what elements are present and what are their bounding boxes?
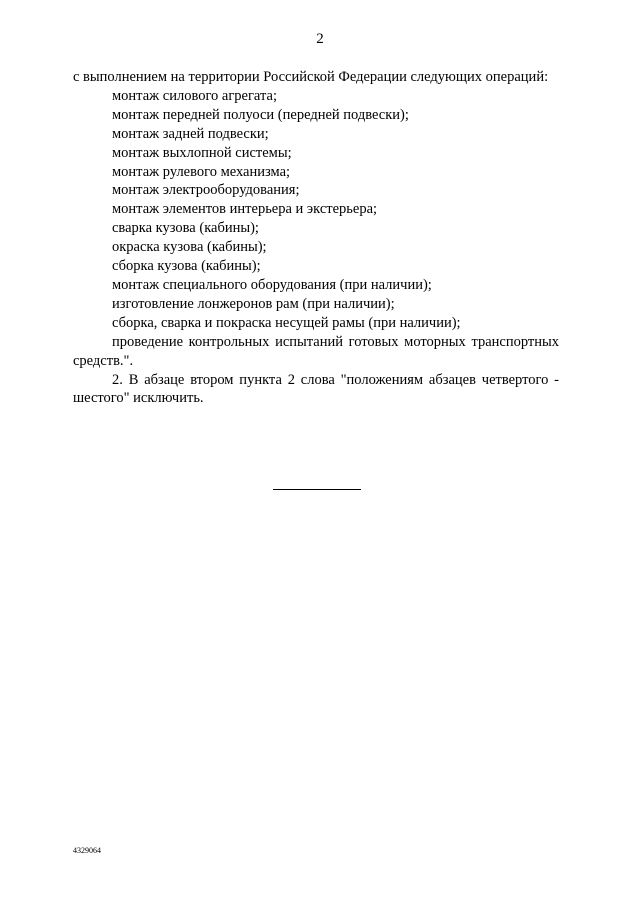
document-body <box>73 68 559 408</box>
list-item: монтаж передней полуоси (передней подвески); <box>112 106 409 123</box>
document-id: 4329064 <box>73 846 101 855</box>
list-item: монтаж элементов интерьера и экстерьера; <box>112 201 378 218</box>
list-item: окраска кузова (кабины); <box>112 239 267 256</box>
list-item: изготовление лонжеронов рам (при наличии); <box>112 295 395 312</box>
operations-list <box>73 87 559 371</box>
list-item: сборка, сварка и покраска несущей рамы (при наличии); <box>112 314 461 331</box>
item-2-paragraph: 2. В абзаце втором пункта 2 слова "положениям абзацев четвертого - шестого" исключить. <box>73 371 559 407</box>
intro-paragraph: с выполнением на территории Российской Федерации следующих операций: <box>73 69 549 85</box>
list-item: монтаж рулевого механизма; <box>112 163 291 180</box>
end-divider-line <box>273 489 361 490</box>
list-item: монтаж силового агрегата; <box>112 87 277 104</box>
list-item: сборка кузова (кабины); <box>112 258 261 275</box>
last-operation-item: проведение контрольных испытаний готовых моторных транспортных средств.". <box>73 333 559 369</box>
page-number: 2 <box>316 31 324 47</box>
list-item: монтаж электрооборудования; <box>112 182 300 199</box>
list-item: монтаж выхлопной системы; <box>112 144 292 161</box>
list-item: сварка кузова (кабины); <box>112 220 259 237</box>
list-item: монтаж специального оборудования (при наличии); <box>112 276 432 293</box>
list-item: монтаж задней подвески; <box>112 125 269 142</box>
